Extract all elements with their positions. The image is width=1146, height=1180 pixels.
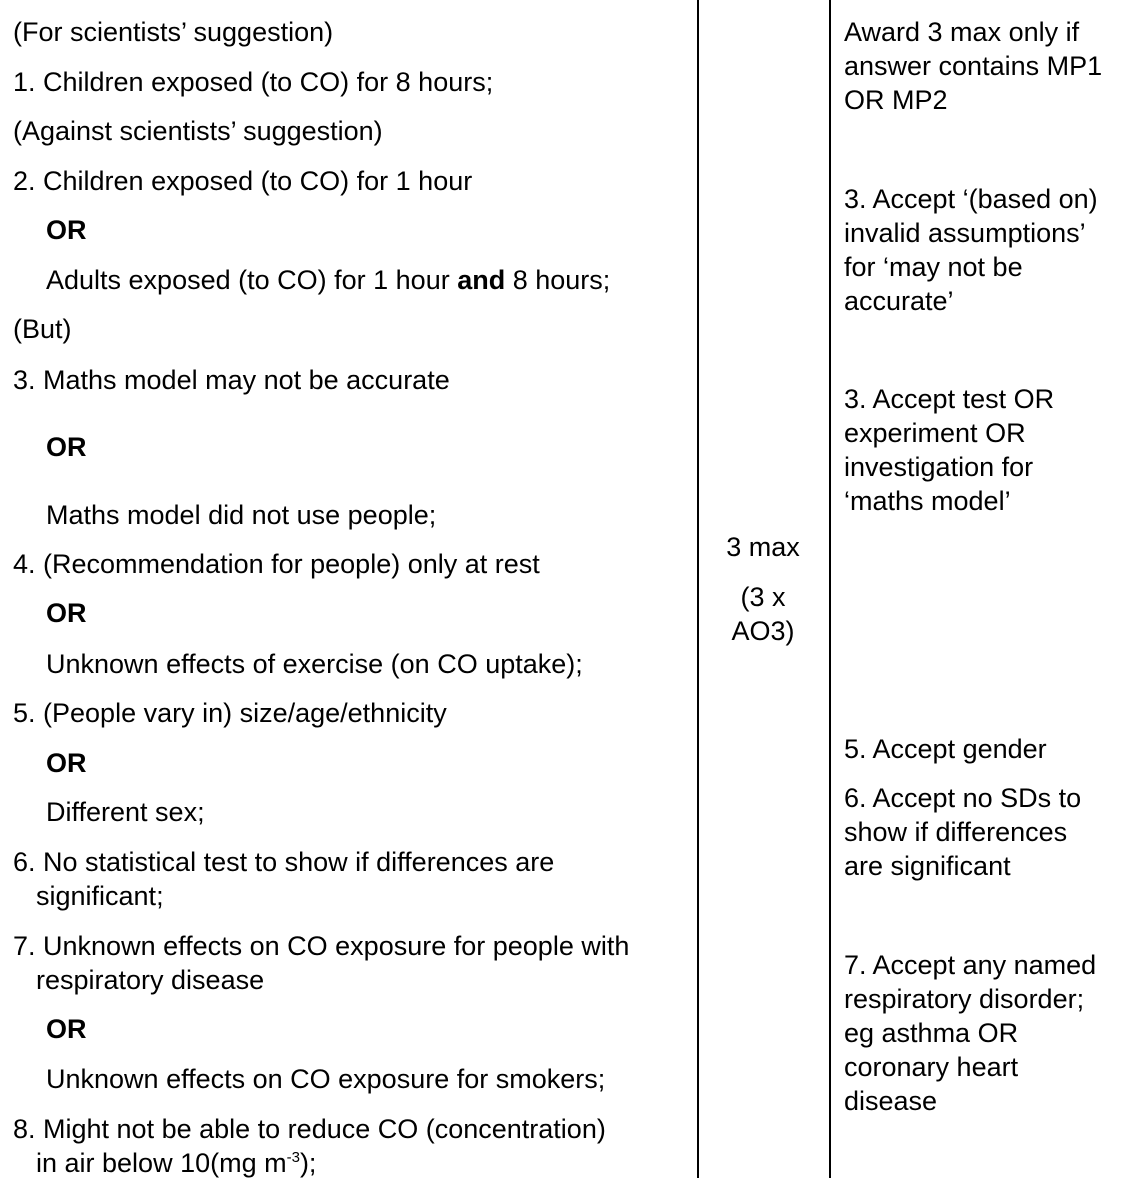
guidance-3a-line1: 3. Accept ‘(based on) <box>844 184 1098 214</box>
or-label: OR <box>46 215 87 245</box>
marks-max: 3 max <box>726 532 800 562</box>
guidance-7-line1: 7. Accept any named <box>844 950 1097 980</box>
guidance-5: 5. Accept gender <box>844 734 1047 764</box>
marking-point-2: 2. Children exposed (to CO) for 1 hour <box>13 166 473 196</box>
column-divider-right <box>829 0 831 1178</box>
marking-point-1: 1. Children exposed (to CO) for 8 hours; <box>13 67 494 97</box>
or-label: OR <box>46 432 87 462</box>
marking-point-6-line2: significant; <box>36 881 164 911</box>
marking-point-3: 3. Maths model may not be accurate <box>13 365 450 395</box>
guidance-3b-line4: ‘maths model’ <box>844 486 1011 516</box>
guidance-3a-line3: for ‘may not be <box>844 252 1023 282</box>
or-label: OR <box>46 598 87 628</box>
marking-point-5-alt: Different sex; <box>46 797 205 827</box>
marking-point-7-line2: respiratory disease <box>36 965 265 995</box>
guidance-6-line1: 6. Accept no SDs to <box>844 783 1082 813</box>
marking-point-8-line1: 8. Might not be able to reduce CO (concentration) <box>13 1114 606 1144</box>
marking-point-6-line1: 6. No statistical test to show if differences are <box>13 847 555 877</box>
or-label: OR <box>46 1014 87 1044</box>
superscript-exponent: -3 <box>286 1149 300 1166</box>
guidance-6-line3: are significant <box>844 851 1011 881</box>
or-label: OR <box>46 748 87 778</box>
guidance-3b-line2: experiment OR <box>844 418 1026 448</box>
award-note-line2: answer contains MP1 <box>844 51 1103 81</box>
marking-point-2-alt: Adults exposed (to CO) for 1 hour and 8 hours; <box>46 265 611 295</box>
against-heading: (Against scientists’ suggestion) <box>13 116 383 146</box>
marking-point-8-line2: in air below 10(mg $m^{-3}$); <box>36 1148 317 1178</box>
marks-ao-line2: AO3) <box>731 616 795 646</box>
marking-point-7-line1: 7. Unknown effects on CO exposure for people with <box>13 931 630 961</box>
marks-ao-line1: (3 x <box>740 582 786 612</box>
guidance-3a-line4: accurate’ <box>844 286 954 316</box>
guidance-7-line5: disease <box>844 1086 938 1116</box>
marking-point-3-alt: Maths model did not use people; <box>46 500 437 530</box>
but-heading: (But) <box>13 314 72 344</box>
marking-point-5: 5. (People vary in) size/age/ethnicity <box>13 698 447 728</box>
guidance-3b-line3: investigation for <box>844 452 1034 482</box>
for-heading: (For scientists’ suggestion) <box>13 17 334 47</box>
award-note-line1: Award 3 max only if <box>844 17 1080 47</box>
guidance-3a-line2: invalid assumptions’ <box>844 218 1086 248</box>
guidance-3b-line1: 3. Accept test OR <box>844 384 1055 414</box>
guidance-7-line4: coronary heart <box>844 1052 1019 1082</box>
marking-point-7-alt: Unknown effects on CO exposure for smokers; <box>46 1064 606 1094</box>
marking-point-4: 4. (Recommendation for people) only at rest <box>13 549 540 579</box>
guidance-6-line2: show if differences <box>844 817 1068 847</box>
marking-point-4-alt: Unknown effects of exercise (on CO uptake); <box>46 649 583 679</box>
guidance-7-line2: respiratory disorder; <box>844 984 1085 1014</box>
guidance-7-line3: eg asthma OR <box>844 1018 1019 1048</box>
award-note-line3: OR MP2 <box>844 85 948 115</box>
